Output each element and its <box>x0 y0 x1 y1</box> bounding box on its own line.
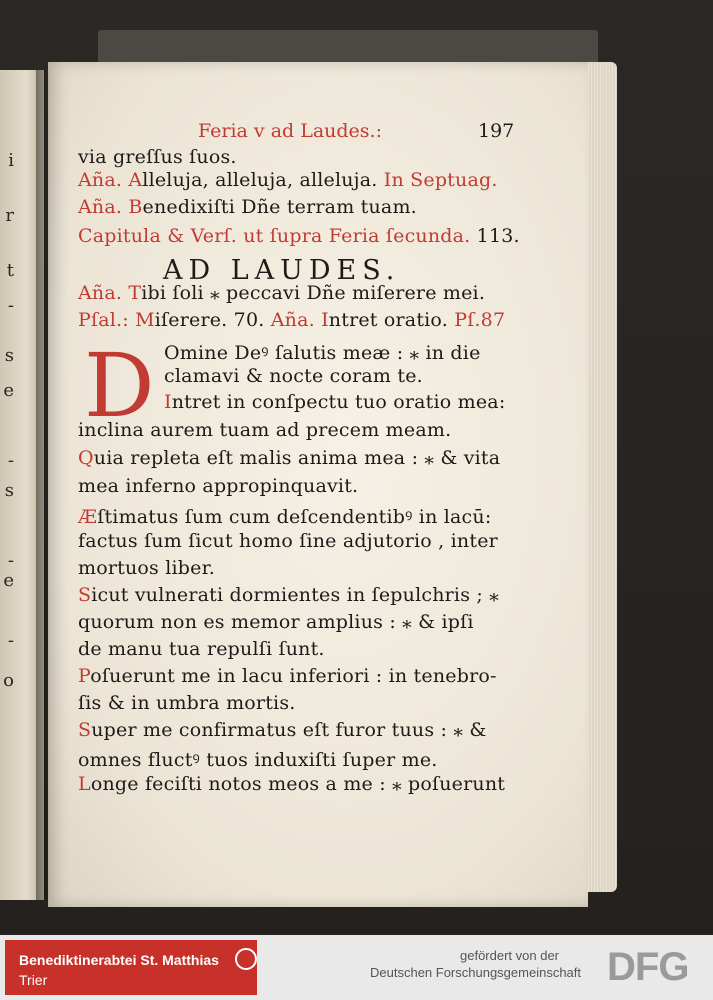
body-text: de manu tua repulſi ſunt. <box>78 638 325 660</box>
text-line <box>78 746 438 772</box>
rubric-text: Aña. A <box>78 169 143 191</box>
left-page-fragment: - <box>7 450 14 471</box>
text-line <box>78 530 498 552</box>
body-text: iſerere. 70. <box>154 309 271 331</box>
rubric-text: In Septuag. <box>383 169 498 191</box>
text-line <box>78 557 215 579</box>
text-line <box>78 146 237 168</box>
text-line <box>78 196 417 218</box>
body-text: lleluja, alleluja, alleluja. <box>142 169 384 191</box>
drop-capital: D <box>84 334 155 437</box>
left-page-fragment: - <box>7 630 14 651</box>
left-page-fragment: t <box>6 260 14 281</box>
book-cover-top <box>98 30 598 66</box>
text-line <box>78 447 500 469</box>
left-page-fragment: - <box>7 550 14 571</box>
text-line <box>78 665 497 687</box>
dfg-logo: DFG <box>607 945 689 989</box>
text-line <box>78 282 485 304</box>
text-line <box>164 339 481 365</box>
text-line <box>164 365 423 387</box>
body-text: ſis & in umbra mortis. <box>78 692 296 714</box>
rubric-text: Æ <box>78 506 98 528</box>
body-text: quorum non es memor amplius : ⁎ & ipſi <box>78 611 474 633</box>
left-page-fragment: r <box>5 205 14 226</box>
left-page-fragment: e <box>3 380 14 401</box>
body-text: ſtimatus ſum cum deſcendentibꝰ in lacū: <box>97 506 492 528</box>
left-page-fragment: - <box>7 295 14 316</box>
body-text: oſuerunt me in lacu inferiori : in tenebro- <box>90 665 497 687</box>
left-page-fragment: s <box>4 480 14 501</box>
left-page-fragment: s <box>4 345 14 366</box>
institution-city: Trier <box>19 972 48 988</box>
body-text: icut vulnerati dormientes in ſepulchris ; ⁎ <box>91 584 499 606</box>
text-line <box>78 584 499 606</box>
text-line <box>78 475 358 497</box>
book-page <box>48 62 588 907</box>
institution-badge <box>5 940 257 995</box>
left-page-fragment: o <box>3 670 14 691</box>
body-text: omnes fluctꝰ tuos induxiſti ſuper me. <box>78 749 438 771</box>
text-line <box>78 419 451 441</box>
text-line <box>78 309 505 331</box>
text-line <box>78 719 486 741</box>
body-text: mortuos liber. <box>78 557 216 579</box>
rubric-text: S <box>78 584 92 606</box>
rubric-text: P <box>78 665 91 687</box>
text-line <box>164 391 505 413</box>
rubric-text: Q <box>78 447 94 469</box>
body-text: enedixiſti Dñe terram tuam. <box>142 196 417 218</box>
footer-bar <box>0 935 713 1000</box>
text-line <box>78 503 491 529</box>
text-line <box>78 773 505 795</box>
left-page-fragment: e <box>3 570 14 591</box>
abbey-logo-icon <box>235 948 257 970</box>
page-number: 197 <box>478 120 515 142</box>
funding-note: gefördert von der <box>460 948 560 963</box>
body-text: uper me confirmatus eſt furor tuus : ⁎ & <box>91 719 487 741</box>
rubric-text: Aña. B <box>78 196 143 218</box>
body-text: factus ſum ſicut homo ſine adjutorio , inter <box>78 530 498 552</box>
body-text: ibi ſoli ⁎ peccavi Dñe miſerere mei. <box>141 282 486 304</box>
body-text: ntret oratio. <box>328 309 455 331</box>
text-line <box>78 225 520 247</box>
running-header: Feria v ad Laudes.: <box>198 120 382 142</box>
rubric-text: Capitula & Verſ. ut ſupra Feria ſecunda. <box>78 225 471 247</box>
body-text: 113. <box>470 225 520 247</box>
body-text: ntret in conſpectu tuo oratio mea: <box>171 391 506 413</box>
rubric-text: Pſal.: M <box>78 309 155 331</box>
left-page-fragment: i <box>8 150 14 171</box>
body-text: uia repleta eſt malis anima mea : ⁎ & vita <box>93 447 501 469</box>
body-text: mea inferno appropinquavit. <box>78 475 359 497</box>
body-text: Omine Deꝰ ſalutis meæ : ⁎ in die <box>164 342 481 364</box>
section-heading: AD LAUDES. <box>163 255 401 286</box>
rubric-text: Aña. I <box>270 309 329 331</box>
funder-name: Deutschen Forschungsgemeinschaft <box>370 965 582 980</box>
institution-name: Benediktinerabtei St. Matthias <box>19 952 219 968</box>
rubric-text: Aña. T <box>78 282 142 304</box>
text-line <box>78 638 325 660</box>
rubric-text: S <box>78 719 92 741</box>
rubric-text: L <box>78 773 91 795</box>
rubric-text: Pſ.87 <box>454 309 506 331</box>
text-line <box>78 611 474 633</box>
text-line <box>78 169 498 191</box>
body-text: inclina aurem tuam ad precem meam. <box>78 419 452 441</box>
text-line <box>78 692 296 714</box>
body-text: clamavi & nocte coram te. <box>164 365 423 387</box>
rubric-text: I <box>164 391 172 413</box>
body-text: onge feciſti notos meos a me : ⁎ poſuerunt <box>90 773 506 795</box>
body-text: via greſſus ſuos. <box>78 146 237 168</box>
spine-shadow <box>36 70 50 900</box>
